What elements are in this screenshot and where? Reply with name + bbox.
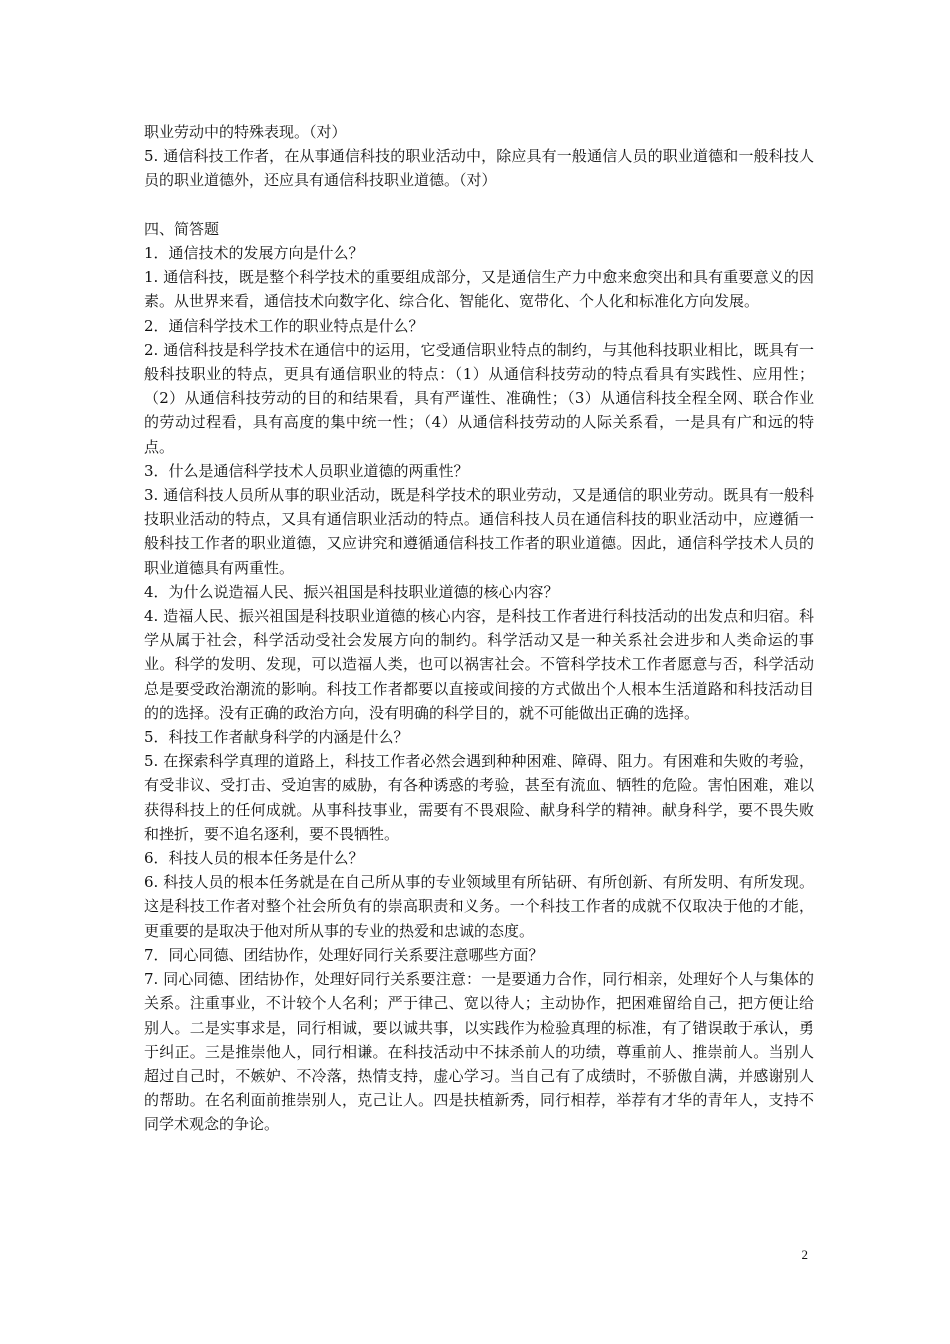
answer-4: 4. 造福人民、振兴祖国是科技职业道德的核心内容，是科技工作者进行科技活动的出发点和归宿。科学从属于社会，科学活动受社会发展方向的制约。科学活动又是一种关系社会进步和人类命运的事业。科学的发明、发现，可以造福人类，也可以祸害社会。不管科学技术工作者愿意与否，科学活动总是要受政治潮流的影响。科技工作者都要以直接或间接的方式做出个人根本生活道路和科技活动目的的选择。没有正确的政治方向，没有明确的科学目的，就不可能做出正确的选择。 — [144, 607, 814, 722]
true-false-item-5: 5. 通信科技工作者，在从事通信科技的职业活动中，除应具有一般通信人员的职业道德和一般科技人员的职业道德外，还应具有通信科技职业道德。（对） — [144, 147, 814, 190]
answer-2: 2. 通信科技是科学技术在通信中的运用，它受通信职业特点的制约，与其他科技职业相比，既具有一般科技职业的特点，更具有通信职业的特点：（1）从通信科技劳动的特点看具有实践性、应用性；（2）从通信科技劳动的目的和结果看，具有严谨性、准确性；（3）从通信科技全程全网、联合作业的劳动过程看，具有高度的集中统一性；（4）从通信科技劳动的人际关系看，一是具有广和远的特点。 — [144, 340, 814, 456]
question-4: 4．为什么说造福人民、振兴祖国是科技职业道德的核心内容？ — [144, 582, 559, 601]
question-3: 3．什么是通信科学技术人员职业道德的两重性？ — [144, 461, 469, 480]
continuation-line: 职业劳动中的特殊表现。（对） — [144, 123, 347, 141]
answer-5: 5. 在探索科学真理的道路上，科技工作者必然会遇到种种困难、障碍、阻力。有困难和失败的考验，有受非议、受打击、受迫害的威胁，有各种诱惑的考验，甚至有流血、牺牲的危险。害怕困难，难以获得科技上的任何成就。从事科技事业，需要有不畏艰险、献身科学的精神。献身科学，要不畏失败和挫折，要不追名逐利，要不畏牺牲。 — [144, 752, 814, 843]
blank-line — [144, 193, 814, 217]
page-body — [144, 120, 814, 1137]
question-5: 5．科技工作者献身科学的内涵是什么？ — [144, 728, 409, 747]
question-7: 7．同心同德、团结协作，处理好同行关系要注意哪些方面？ — [144, 945, 544, 964]
question-6: 6．科技人员的根本任务是什么？ — [144, 849, 364, 868]
page-number: 2 — [801, 1247, 808, 1262]
answer-1: 1. 通信科技，既是整个科学技术的重要组成部分，又是通信生产力中愈来愈突出和具有重要意义的因素。从世界来看，通信技术向数字化、综合化、智能化、宽带化、个人化和标准化方向发展。 — [144, 268, 814, 311]
answer-3: 3. 通信科技人员所从事的职业活动，既是科学技术的职业劳动，又是通信的职业劳动。既具有一般科技职业活动的特点，又具有通信职业活动的特点。通信科技人员在通信科技的职业活动中，应遵循一般科技工作者的职业道德，又应讲究和遵循通信科技工作者的职业道德。因此，通信科学技术人员的职业道德具有两重性。 — [144, 486, 814, 577]
answer-7: 7. 同心同德、团结协作，处理好同行关系要注意：一是要通力合作，同行相亲，处理好个人与集体的关系。注重事业，不计较个人名利；严于律己、宽以待人；主动协作，把困难留给自己，把方便让给别人。二是实事求是，同行相诚，要以诚共事，以实践作为检验真理的标准，有了错误敢于承认，勇于纠正。三是推崇他人，同行相谦。在科技活动中不抹杀前人的功绩，尊重前人、推崇前人。当别人超过自己时，不嫉妒、不冷落，热情支持，虚心学习。当自己有了成绩时，不骄傲自满，并感谢别人的帮助。在名利面前推崇别人，克己让人。四是扶植新秀，同行相荐，举荐有才华的青年人，支持不同学术观念的争论。 — [144, 970, 814, 1134]
question-2: 2．通信科学技术工作的职业特点是什么？ — [144, 316, 424, 335]
section-heading: 四、简答题 — [144, 219, 220, 238]
answer-6: 6. 科技人员的根本任务就是在自己所从事的专业领域里有所钻研、有所创新、有所发明、有所发现。这是科技工作者对整个社会所负有的崇高职责和义务。一个科技工作者的成就不仅取决于他的才能，更重要的是取决于他对所从事的专业的热爱和忠诚的态度。 — [144, 873, 814, 940]
question-1: 1．通信技术的发展方向是什么？ — [144, 244, 364, 262]
